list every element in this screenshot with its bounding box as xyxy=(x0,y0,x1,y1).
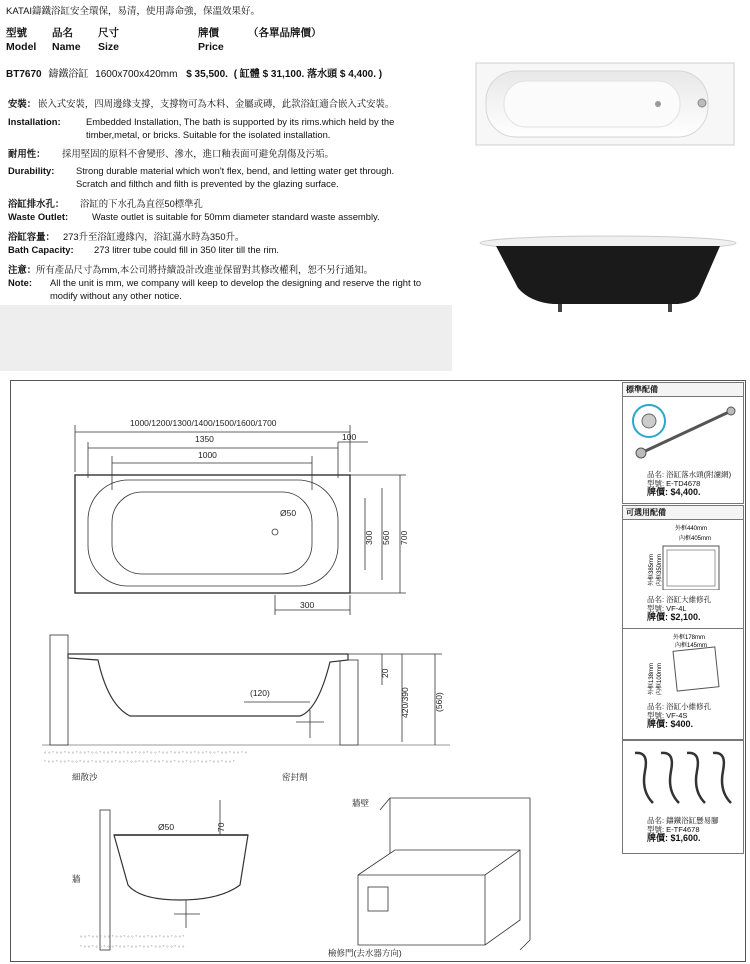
product-note: ( 缸體 $ 31,100. 落水頭 $ 4,400. ) xyxy=(233,69,383,80)
header-size-en: Size xyxy=(98,41,120,53)
small-access-panel-icon xyxy=(623,629,741,697)
large-access-panel-icon xyxy=(623,520,741,590)
header-name-en: Name xyxy=(52,41,81,53)
dim-overall: 1000/1200/1300/1400/1500/1600/1700 xyxy=(130,418,277,428)
label-sand: 細散沙 xyxy=(72,772,98,782)
label-access-door: 檢修門(去水器方向) xyxy=(328,948,402,958)
label-seal: 密封劑 xyxy=(282,772,308,782)
dim-drain2: Ø50 xyxy=(158,822,175,832)
product-size: 1600x700x420mm xyxy=(95,69,178,80)
dim-w560: 560 xyxy=(381,530,391,545)
item-3-text: 品名: 浴缸小維修孔 型號: VF-4S 牌價: $400. xyxy=(647,702,712,729)
technical-drawing xyxy=(10,380,622,960)
spec-durability-zh: 耐用性： 採用堅固的原料不會變形、滲水，進口釉表面可避免刮傷及污垢。 xyxy=(8,148,334,159)
grey-panel xyxy=(0,305,452,371)
header-model-en: Model xyxy=(6,41,37,53)
header-size-zh: 尺寸 xyxy=(98,27,119,39)
bathtub-top-photo xyxy=(470,55,740,155)
svg-text:外框178mm: 外框178mm xyxy=(673,635,706,641)
product-price: $ 35,500. xyxy=(186,69,228,80)
svg-text:內框145mm: 內框145mm xyxy=(675,643,708,649)
dim-inner: 1350 xyxy=(195,434,214,444)
product-model: BT7670 xyxy=(6,69,42,80)
label-wall: 牆 xyxy=(72,874,81,884)
svg-text:內框100mm: 內框100mm xyxy=(657,662,663,695)
product-row xyxy=(6,65,382,80)
dim-h20: 20 xyxy=(380,668,390,678)
svg-text:˚ ° ° ˚ ° ° ˚ ° ° ˚ ° ° ˚ ° °: ˚ ° ° ˚ ° ° ˚ ° ° ˚ ° ° ˚ ° ° ˚ ° ° ˚ ° ° ˚ ° ° ˚ ° ° xyxy=(80,946,185,952)
spec-durability-en: Durability: Strong durable material which won't flex, bend, and letting water get through. Scratch and filthch and filth is prevented by the glazing surface. xyxy=(8,165,395,189)
header-note-zh: （各單品牌價） xyxy=(248,27,322,39)
spec-note-zh: 注意： 所有產品尺寸為mm,本公司將持續設計改進並保留對其修改權利，恕不另行通知。 xyxy=(8,264,373,275)
svg-text:˚ ° ° ˚ ° ° ˚ ° ° ˚ ° ° ˚ ° °: ˚ ° ° ˚ ° ° ˚ ° ° ˚ ° ° ˚ ° ° ˚ ° ° ˚ ° ° ˚ ° ° ˚ ° ° ˚ ° ° ˚ ° ° ˚ ° ° ˚ ° ° ˚ ° ° ˚ ° ° ˚ ° ° ˚ xyxy=(44,761,235,767)
svg-text:外框440mm: 外框440mm xyxy=(675,526,708,532)
feet-accessory-panel xyxy=(622,740,744,854)
small-access-accessory-panel xyxy=(622,628,744,740)
svg-text:外框385mm: 外框385mm xyxy=(649,553,655,586)
optional-title: 可選用配備 xyxy=(623,506,743,520)
spec-waste-en: Waste Outlet: Waste outlet is suitable for 50mm diameter standard waste assembly. xyxy=(8,211,380,222)
dim-len300: 300 xyxy=(300,600,315,610)
dim-h70: 70 xyxy=(216,822,226,832)
label-wall2: 牆壁 xyxy=(352,798,370,808)
header-price-zh: 牌價 xyxy=(198,27,219,39)
header-name-zh: 品名 xyxy=(52,27,73,39)
dim-rim: 100 xyxy=(342,432,357,442)
bathtub-side-photo xyxy=(478,232,740,317)
dim-w700: 700 xyxy=(399,530,409,545)
dim-w300: 300 xyxy=(364,530,374,545)
standard-accessory-panel xyxy=(622,382,744,504)
svg-text:° ° ˚ ° ° ˚ ° ° ˚ ° ° ˚ ° ° ˚: ° ° ˚ ° ° ˚ ° ° ˚ ° ° ˚ ° ° ˚ ° ° ˚ ° ° ˚ ° ° ˚ ° ° ˚ ° ° ˚ ° ° ˚ ° ° ˚ ° ° ˚ ° ° ˚ ° ° ˚ ° ° ˚ ° ° ˚ ° xyxy=(44,752,247,758)
item-1-text: 品名: 浴缸落水頭(附濾網) 型號: E-TD4678 牌價: $4,400. xyxy=(647,470,732,497)
optional-accessory-panel xyxy=(622,505,744,629)
dim-bottom: 1000 xyxy=(198,450,217,460)
drain-accessory-icon xyxy=(623,397,741,465)
svg-text:內框350mm: 內框350mm xyxy=(657,553,663,586)
svg-text:外框138mm: 外框138mm xyxy=(649,662,655,695)
item-4-text: 品名: 鑄鐵浴缸懸易腳 型號: E-TF4678 牌價: $1,600. xyxy=(647,816,719,843)
spec-capacity-en: Bath Capacity: 273 litrer tube could fill in 350 liter till the rim. xyxy=(8,244,279,255)
bathtub-feet-icon xyxy=(623,741,741,811)
item-2-text: 品名: 浴缸大維修孔 型號: VF-4L 牌價: $2,100. xyxy=(647,595,712,622)
header-model-zh: 型號 xyxy=(6,27,27,39)
dim-h560: (560) xyxy=(434,692,444,712)
spec-install-zh: 安裝： 嵌入式安裝，四周邊緣支撐，支撐物可為木料、金屬或磚，此款浴缸適合嵌入式安裝。 xyxy=(8,98,395,109)
dim-h420: 420/390 xyxy=(400,687,410,718)
spec-waste-zh: 浴缸排水孔： 浴缸的下水孔為直徑50標準孔 xyxy=(8,198,203,209)
spec-note-en: Note: All the unit is mm, we company will keep to develop the designing and reserve the right to modify without any other notice. xyxy=(8,277,422,301)
svg-text:內框405mm: 內框405mm xyxy=(679,536,712,542)
dim-offset: (120) xyxy=(250,688,270,698)
intro-text: KATAI鑄鐵浴缸安全環保，易清，使用壽命強，保溫效果好。 xyxy=(6,6,261,17)
header-price-en: Price xyxy=(198,41,224,53)
svg-text:° ° ˚ ° ° ˚ ° ° ˚ ° ° ˚ ° ° ˚: ° ° ˚ ° ° ˚ ° ° ˚ ° ° ˚ ° ° ˚ ° ° ˚ ° ° ˚ ° ° ˚ ° ° ˚ xyxy=(80,936,185,942)
standard-title: 標準配備 xyxy=(623,383,743,397)
product-name: 鑄鐵浴缸 xyxy=(48,69,89,80)
spec-capacity-zh: 浴缸容量： 273升至浴缸邊緣內，浴缸滿水時為350升。 xyxy=(8,231,245,242)
dim-drain: Ø50 xyxy=(280,508,297,518)
spec-install-en: Installation: Embedded Installation, The bath is supported by its rims.which held by the timber,metal, or bricks. Suitable for the isolated installation. xyxy=(8,116,395,140)
